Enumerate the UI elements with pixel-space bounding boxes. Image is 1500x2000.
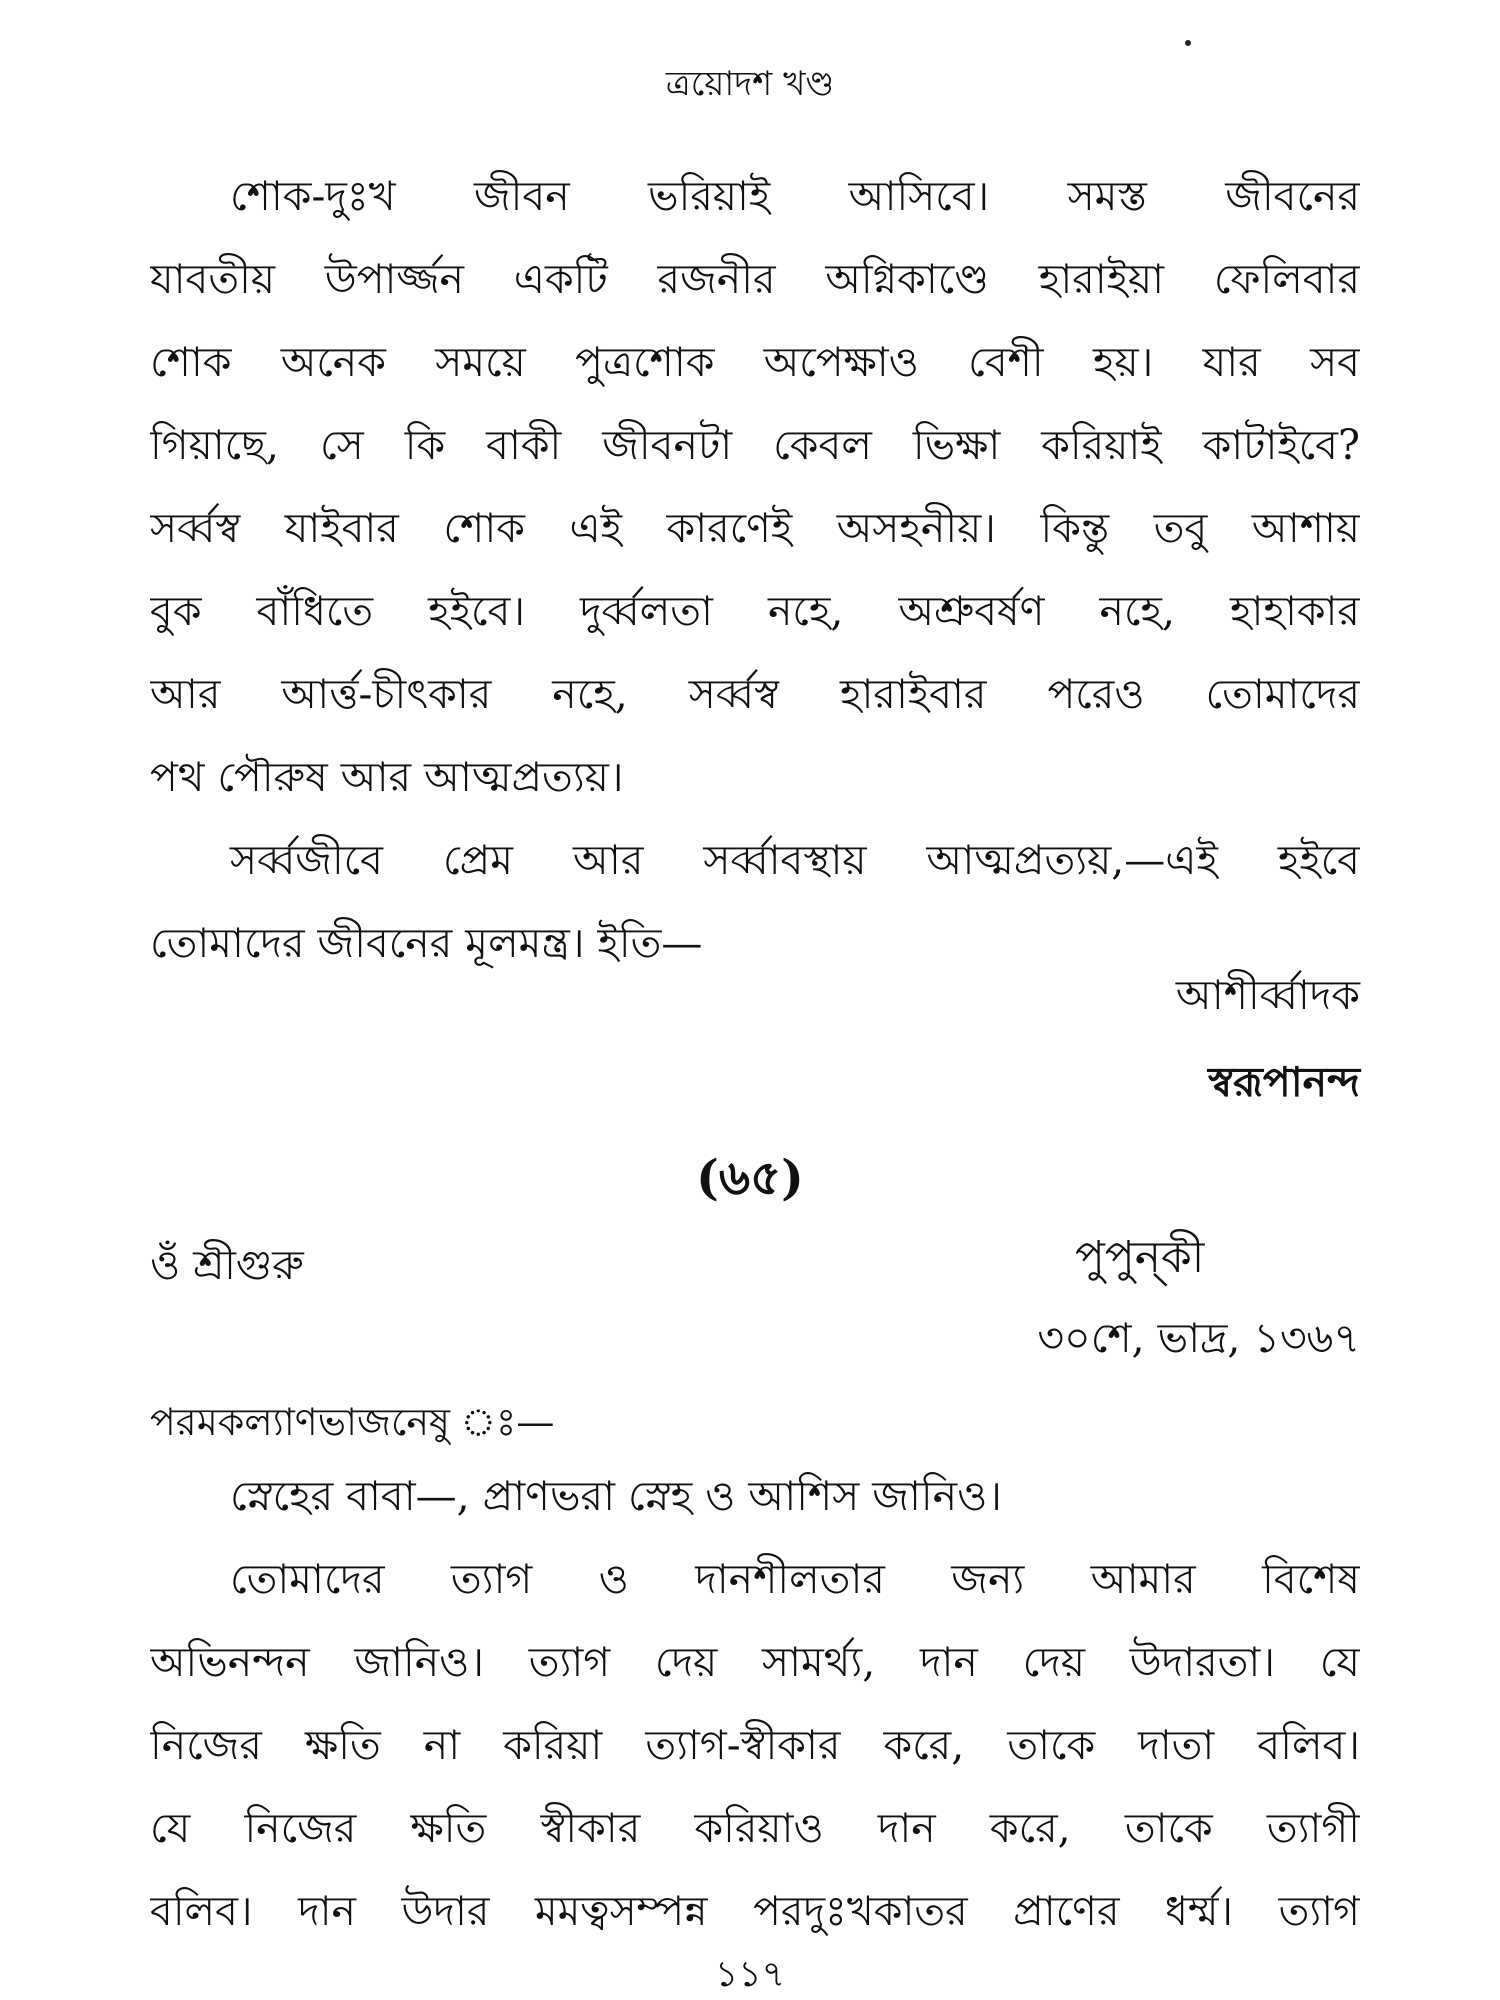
text-line: স্নেহের বাবা—, প্রাণভরা স্নেহ ও আশিস জানিও।: [230, 1472, 1002, 1520]
text-line: পথ পৌরুষ আর আত্মপ্রত্যয়।: [150, 753, 624, 801]
invocation: ওঁ শ্রীগুরু: [150, 1241, 304, 1289]
signature-name: স্বরূপানন্দ: [1208, 1058, 1360, 1106]
text-line: নিজের ক্ষতি না করিয়া ত্যাগ-স্বীকার করে, তাকে দাতা বলিব।: [150, 1721, 1360, 1769]
letter-body-continued: [150, 155, 1360, 985]
text-line: যাবতীয় উপার্জ্জন একটি রজনীর অগ্নিকাণ্ডে হারাইয়া ফেলিবার: [150, 255, 1360, 303]
running-header: ত্রয়োদশ খণ্ড: [665, 64, 835, 104]
page-number: ১১৭: [714, 1954, 786, 1995]
text-line: আর আর্ত্ত-চীৎকার নহে, সর্ব্বস্ব হারাইবার পরেও তোমাদের: [150, 670, 1360, 718]
text-line: শোক অনেক সময়ে পুত্রশোক অপেক্ষাও বেশী হয়। যার সব: [150, 338, 1360, 386]
text-line: শোক-দুঃখ জীবন ভরিয়াই আসিবে। সমস্ত জীবনের: [230, 172, 1360, 220]
text-line: গিয়াছে, সে কি বাকী জীবনটা কেবল ভিক্ষা করিয়াই কাটাইবে?: [150, 421, 1360, 469]
letter-body: [150, 1455, 1360, 1953]
salutation: পরমকল্যাণভাজনেষু ঃ—: [150, 1400, 555, 1444]
text-line: যে নিজের ক্ষতি স্বীকার করিয়াও দান করে, তাকে ত্যাগী: [150, 1804, 1360, 1852]
text-line: বলিব। দান উদার মমত্বসম্পন্ন পরদুঃখকাতর প্রাণের ধর্ম্ম। ত্যাগ: [150, 1887, 1360, 1935]
letter-number: (৬৫): [696, 1150, 804, 1206]
text-line: সর্ব্বস্ব যাইবার শোক এই কারণেই অসহনীয়। কিন্তু তবু আশায়: [150, 504, 1360, 552]
text-line: সর্ব্বজীবে প্রেম আর সর্ব্বাবস্থায় আত্মপ্রত্যয়,—এই হইবে: [230, 836, 1360, 884]
text-line: অভিনন্দন জানিও। ত্যাগ দেয় সামর্থ্য, দান দেয় উদারতা। যে: [150, 1638, 1360, 1686]
text-line: তোমাদের ত্যাগ ও দানশীলতার জন্য আমার বিশেষ: [230, 1555, 1360, 1603]
ink-speck: [1185, 40, 1191, 46]
text-line: বুক বাঁধিতে হইবে। দুর্ব্বলতা নহে, অশ্রুবর্ষণ নহে, হাহাকার: [150, 587, 1360, 635]
letter-place: পুপুন্‌কী: [1075, 1232, 1205, 1283]
letter-date: ৩০শে, ভাদ্র, ১৩৬৭: [1037, 1314, 1360, 1362]
text-line: তোমাদের জীবনের মূলমন্ত্র। ইতি—: [150, 919, 703, 967]
signature-closing: আশীর্ব্বাদক: [1175, 971, 1360, 1019]
